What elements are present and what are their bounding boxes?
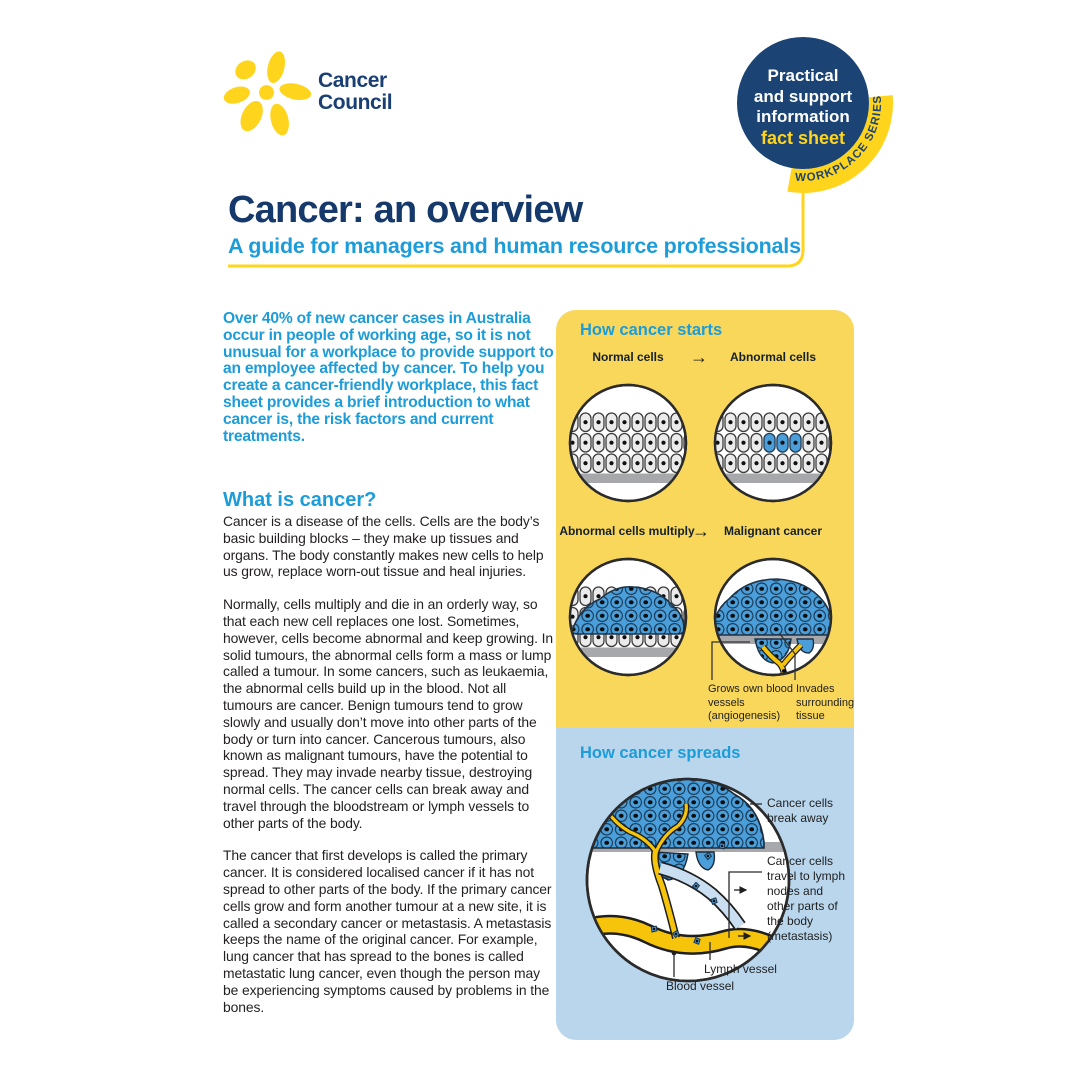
how-cancer-starts-panel	[556, 310, 854, 728]
label-abnormal-cells-multiply: Abnormal cells multiply	[559, 524, 695, 538]
badge-text	[733, 66, 873, 148]
page-title: Cancer: an overview	[228, 189, 583, 231]
badge-line3: information	[756, 107, 850, 126]
malignant-cancer-diagram	[711, 555, 835, 679]
cancer-council-daffodil-icon	[222, 48, 318, 144]
wordmark-line1: Cancer	[318, 69, 387, 92]
section-heading: What is cancer?	[223, 489, 377, 511]
callout-metastasis: Cancer cells travel to lymph nodes and other parts of the body (metastasis)	[767, 854, 846, 943]
body-text-column	[223, 513, 557, 1031]
ribbon-label: WORKPLACE SERIES	[794, 94, 885, 185]
cells-multiply-diagram	[566, 555, 690, 679]
body-paragraph: The cancer that first develops is called the primary cancer. It is considered localised cancer if it has not spread to other parts of the body. If the primary cancer cells grow and form another tumour at a new site, it is called a secondary cancer or metastasis. A metastasis keeps the name of the original cancer. For example, lung cancer that has spread to the bones is called metastatic lung cancer, even though the person may be experiencing symptoms caused by problems in the bones.	[223, 847, 552, 1015]
label-malignant-cancer: Malignant cancer	[723, 524, 823, 538]
normal-cells-diagram	[566, 381, 690, 505]
abnormal-cells-diagram	[711, 381, 835, 505]
arrow-icon: →	[692, 521, 710, 541]
callout-angiogenesis: Grows own blood vessels (angiogenesis)	[708, 683, 793, 722]
label-blood-vessel: Blood vessel	[666, 979, 735, 993]
label-normal-cells: Normal cells	[592, 350, 664, 364]
callout-invades: Invades surrounding tissue	[796, 683, 855, 722]
starts-panel-heading: How cancer starts	[580, 321, 723, 339]
cancer-council-wordmark	[318, 70, 392, 114]
badge-line2: and support	[753, 86, 853, 106]
intro-paragraph: Over 40% of new cancer cases in Australia occur in people of working age, so it is not unusual for a workplace to provide support to an employee affected by cancer. To help you create a cancer-friendly workplace, this fact sheet provides a brief introduction to what cancer is, the risk factors and current treatments.	[223, 310, 554, 445]
wordmark-line2: Council	[318, 91, 393, 114]
body-paragraph: Normally, cells multiply and die in an orderly way, so that each new cell replaces one lost. Sometimes, however, cells become abnormal and keep growing. In solid tumours, the abnormal cells form a mass or lump called a tumour. In some cancers, such as leukaemia, the abnormal cells build up in the blood. Not all tumours are cancer. Benign tumours tend to grow slowly and usually don’t move into other parts of the body or turn into cancer. Cancerous tumours, also known as malignant tumours, have the potential to spread. They may invade nearby tissue, destroying normal cells. The cancer cells can break away and travel through the bloodstream or lymph vessels to other parts of the body.	[223, 596, 554, 831]
badge-fact-sheet-label: fact sheet	[760, 127, 846, 148]
body-paragraph: Cancer is a disease of the cells. Cells are the body’s basic building blocks – they make up tissues and organs. The body constantly makes new cells to help us grow, replace worn-out tissue and heal injuries.	[223, 513, 544, 580]
label-abnormal-cells: Abnormal cells	[729, 350, 817, 364]
arrow-icon: →	[690, 347, 708, 367]
page-subtitle: A guide for managers and human resource professionals	[228, 234, 801, 258]
label-lymph-vessel: Lymph vessel	[704, 962, 777, 976]
badge-line1: Practical	[767, 66, 839, 85]
callout-break-away: Cancer cells break away	[767, 796, 834, 825]
spreads-panel-heading: How cancer spreads	[580, 744, 741, 762]
how-cancer-spreads-panel	[556, 728, 854, 1040]
